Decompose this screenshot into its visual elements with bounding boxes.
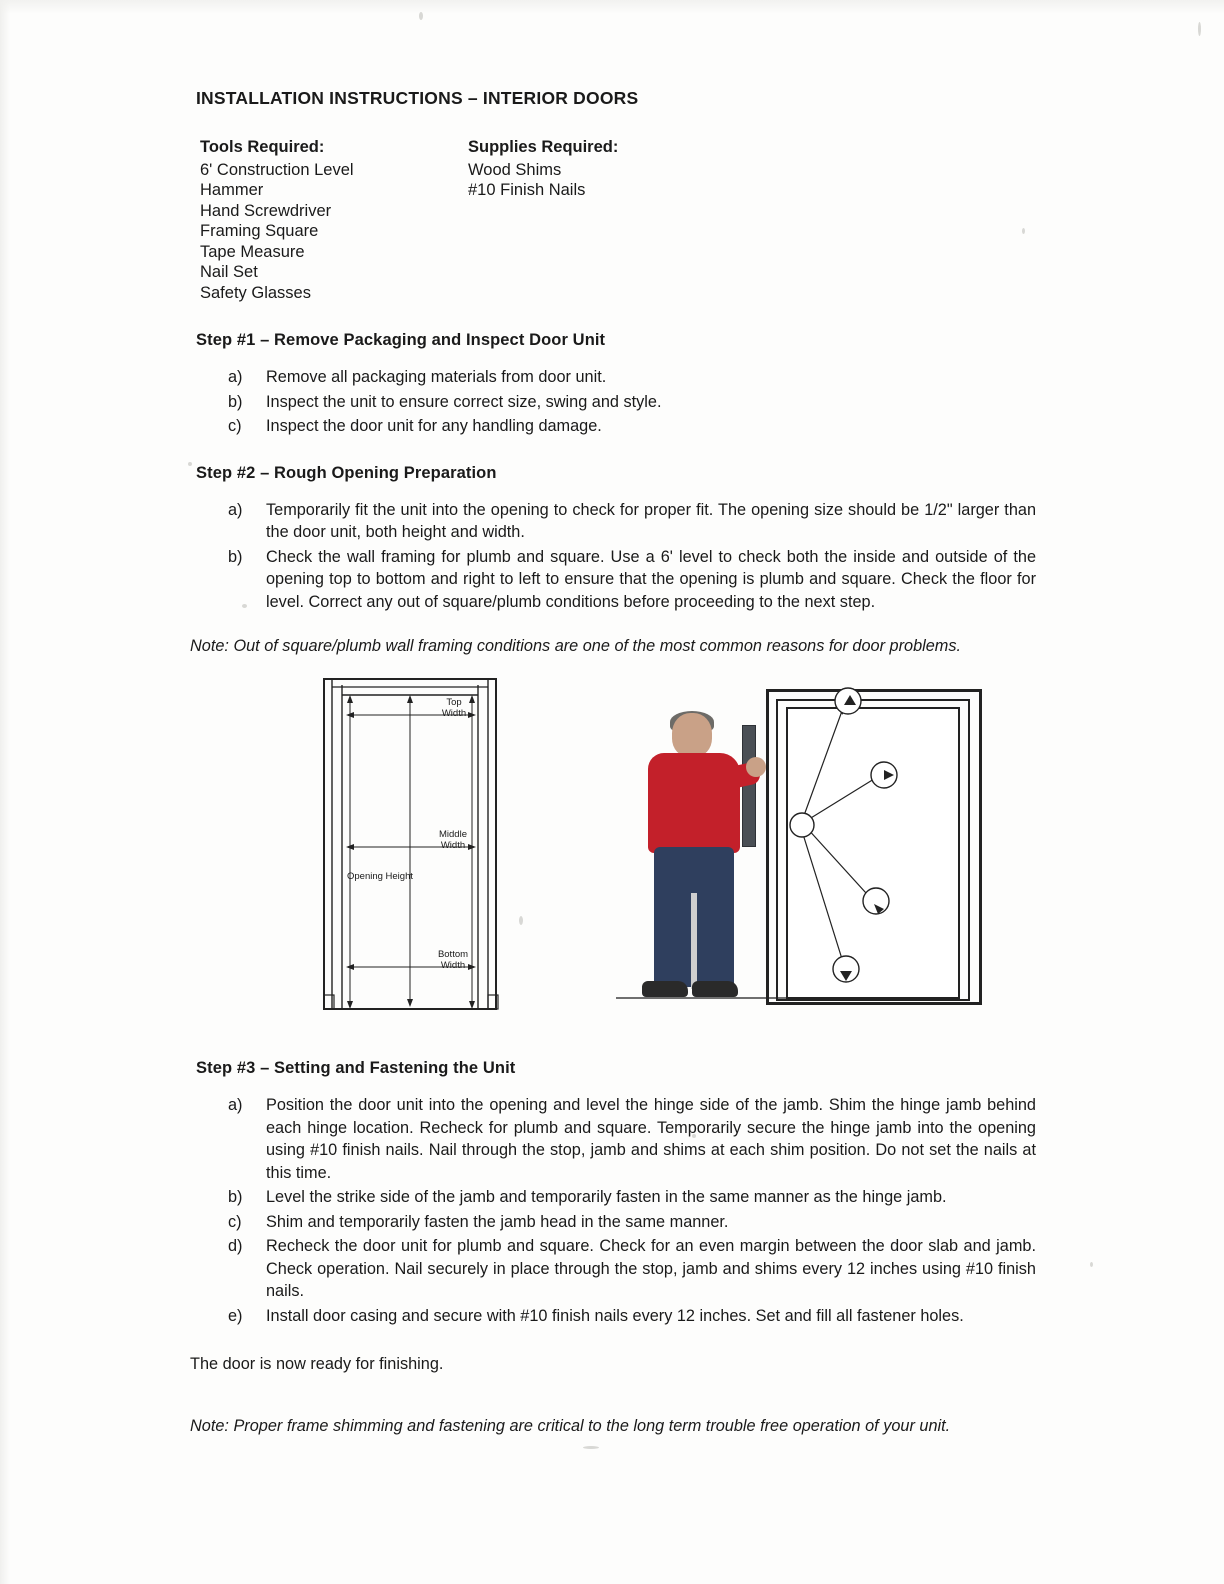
- list-item: [196, 546, 1036, 614]
- scan-edge-top: [0, 0, 1224, 14]
- page-title: INSTALLATION INSTRUCTIONS – INTERIOR DOORS: [196, 88, 639, 108]
- list-item: [196, 1305, 1036, 1328]
- list-text: Inspect the unit to ensure correct size, swing and style.: [266, 392, 662, 411]
- tools-item: Nail Set: [200, 263, 258, 281]
- person-leg-gap: [691, 893, 697, 989]
- list-text: Level the strike side of the jamb and temporarily fasten in the same manner as the hinge jamb.: [266, 1188, 947, 1206]
- tools-item: Hammer: [200, 181, 264, 199]
- list-marker: b): [228, 1188, 243, 1206]
- list-item: [196, 391, 1036, 414]
- step-3-heading: Step #3 – Setting and Fastening the Unit: [196, 1059, 516, 1077]
- label-bottom-width: Bottom Width: [437, 949, 469, 971]
- installer-person: [634, 713, 764, 1003]
- note-bottom: Note: Proper frame shimming and fastening are critical to the long term trouble free operation of your unit.: [190, 1417, 951, 1435]
- document-body: [190, 88, 1036, 1436]
- person-hand: [746, 757, 766, 777]
- opening-diagram-svg: [306, 675, 526, 1015]
- list-marker: b): [228, 547, 243, 566]
- list-item: [196, 1186, 1036, 1209]
- closing-text: The door is now ready for finishing.: [190, 1355, 444, 1373]
- supplies-required-heading: Supplies Required:: [468, 138, 619, 156]
- list-text: Recheck the door unit for plumb and square. Check for an even margin between the door slab and jamb. Check operation. Nail securely in place through the stop, jamb and shims every 12 inches using #10 finish nails.: [266, 1237, 1036, 1300]
- person-shoe: [642, 981, 688, 997]
- step-3-list: [196, 1094, 1036, 1327]
- list-marker: a): [228, 500, 243, 519]
- list-item: [196, 366, 1036, 389]
- tools-item: Hand Screwdriver: [200, 201, 332, 220]
- scan-speck: [1090, 1262, 1093, 1267]
- tools-item: Framing Square: [200, 222, 319, 240]
- requirements-block: [196, 137, 1036, 305]
- opening-measurement-diagram: [306, 675, 526, 1015]
- label-opening-height: Opening Height: [346, 871, 414, 882]
- list-marker: d): [228, 1237, 243, 1255]
- step-1-heading: Step #1 – Remove Packaging and Inspect Door Unit: [196, 331, 606, 349]
- list-text: Remove all packaging materials from door unit.: [266, 368, 607, 386]
- scan-speck: [188, 462, 192, 466]
- step-2-list: [196, 499, 1036, 614]
- list-text: Install door casing and secure with #10 finish nails every 12 inches. Set and fill all fastener holes.: [266, 1306, 964, 1325]
- list-item: [196, 1211, 1036, 1234]
- tools-item: 6' Construction Level: [200, 160, 354, 179]
- tools-item: Tape Measure: [200, 242, 305, 261]
- supplies-item: #10 Finish Nails: [468, 181, 586, 199]
- scan-edge-left: [0, 0, 10, 1584]
- step-2-heading: Step #2 – Rough Opening Preparation: [196, 463, 497, 482]
- list-marker: c): [228, 417, 242, 435]
- label-top-width: Top Width: [441, 697, 467, 719]
- installer-photo: [616, 671, 1016, 1023]
- list-item: [196, 1094, 1036, 1184]
- list-text: Temporarily fit the unit into the opening to check for proper fit. The opening size should be 1/2" larger than the door unit, both height and width.: [266, 500, 1036, 541]
- list-marker: b): [228, 392, 243, 411]
- list-marker: e): [228, 1306, 243, 1325]
- figure-opening-measurement-and-level-check: [196, 671, 1036, 1041]
- label-middle-width: Middle Width: [439, 829, 467, 851]
- list-item: [196, 1235, 1036, 1303]
- list-item: [196, 415, 1036, 438]
- scan-speck: [1198, 22, 1201, 36]
- person-head: [672, 713, 712, 757]
- tools-item: Safety Glasses: [200, 283, 311, 302]
- list-text: Shim and temporarily fasten the jamb head in the same manner.: [266, 1212, 729, 1231]
- list-marker: c): [228, 1212, 242, 1231]
- scan-speck: [419, 12, 423, 20]
- tools-required-column: [200, 137, 354, 303]
- list-marker: a): [228, 1096, 243, 1114]
- tools-required-heading: Tools Required:: [200, 138, 325, 156]
- list-text: Position the door unit into the opening and level the hinge side of the jamb. Shim the hinge jamb behind each hinge location. Recheck for plumb and square. Temporarily secure the hinge jamb into the opening using #10 finish nails. Nail through the stop, jamb and shims at each shim position. Do not set the nails at this time.: [266, 1096, 1036, 1182]
- list-text: Inspect the door unit for any handling damage.: [266, 417, 602, 435]
- list-item: [196, 499, 1036, 544]
- supplies-item: Wood Shims: [468, 160, 562, 179]
- person-shoe: [692, 981, 738, 997]
- scan-speck: [583, 1446, 599, 1449]
- supplies-required-column: [468, 137, 618, 201]
- list-text: Check the wall framing for plumb and square. Use a 6' level to check both the inside and outside of the opening top to bottom and right to left to ensure that the opening is plumb and square. Check the floor for level. Correct any out of square/plumb conditions before proceeding to the next step.: [266, 547, 1036, 611]
- note-step-2: Note: Out of square/plumb wall framing conditions are one of the most common reasons for door problems.: [190, 637, 962, 655]
- list-marker: a): [228, 368, 243, 386]
- step-1-list: [196, 366, 1036, 438]
